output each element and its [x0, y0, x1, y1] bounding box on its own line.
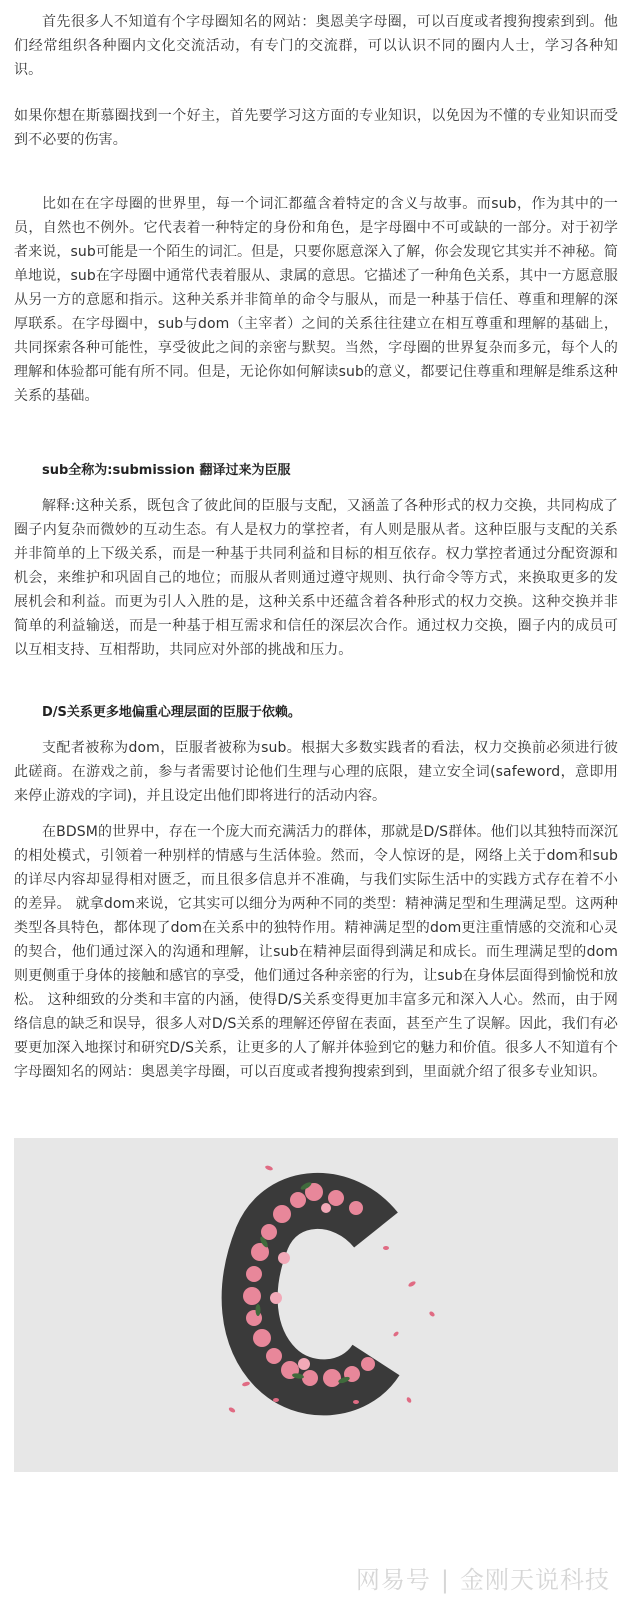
paragraph-dom-sub: 支配者被称为dom，臣服者被称为sub。根据大多数实践者的看法，权力交换前必须进行彼此磋商。在游戏之前，参与者需要讨论他们生理与心理的底限，建立安全词(safeword，意即用来停止游戏的字词)，并且设定出他们即将进行的活动内容。: [14, 740, 618, 804]
watermark-source: 网易号: [355, 1566, 431, 1594]
watermark-account: 金刚天说科技: [460, 1566, 610, 1594]
paragraph-explanation: 解释:这种关系，既包含了彼此间的臣服与支配，又涵盖了各种形式的权力交换，共同构成了圈子内复杂而微妙的互动生态。有人是权力的掌控者，有人则是服从者。这种臣服与支配的关系并非简单的上下级关系，而是一种基于共同利益和目标的相互依存。权力掌控者通过分配资源和机会，来维护和巩固自己的地位；而服从者则通过遵守规则、执行命令等方式，来换取更多的发展机会和利益。而更为引人入胜的是，这种关系中还蕴含着各种形式的权力交换。这种交换并非简单的利益输送，而是一种基于相互需求和信任的深层次合作。通过权力交换，圈子内的成员可以互相支持、互相帮助，共同应对外部的挑战和压力。: [14, 498, 618, 658]
paragraph-intro: 首先很多人不知道有个字母圈知名的网站：奥恩美字母圈，可以百度或者搜狗搜索到到。他们经常组织各种圈内文化交流活动，有专门的交流群，可以认识不同的圈内人士，学习各种知识。: [14, 14, 618, 78]
heading-submission: sub全称为:submission 翻译过来为臣服: [42, 463, 291, 478]
paragraph-bdsm-world: 在BDSM的世界中，存在一个庞大而充满活力的群体，那就是D/S群体。他们以其独特而深沉的相处模式，引领着一种别样的情感与生活体验。然而，令人惊讶的是，网络上关于dom和sub的详尽内容却显得相对匮乏，而且很多信息并不准确，与我们实际生活中的实践方式存在着不小的差异。 就拿dom来说，它其实可以细分为两种不同的类型：精神满足型和生理满足型。这两种类型各具特色，都体现了dom在关系中的独特作用。精神满足型的dom更注重情感的交流和心灵的契合，他们通过深入的沟通和理解，让sub在精神层面得到满足和成长。而生理满足型的dom则更侧重于身体的接触和感官的享受，他们通过各种亲密的行为，让sub在身体层面得到愉悦和放松。 这种细致的分类和丰富的内涵，使得D/S关系变得更加丰富多元和深入人心。然而，由于网络信息的缺乏和误导，很多人对D/S关系的理解还停留在表面，甚至产生了误解。因此，我们有必要更加深入地探讨和研究D/S关系，让更多的人了解并体验到它的魅力和价值。很多人不知道有个字母圈知名的网站：奥恩美字母圈，可以百度或者搜狗搜索到到，里面就介绍了很多专业知识。: [14, 824, 618, 1080]
paragraph-sub-meaning: 比如在在字母圈的世界里，每一个词汇都蕴含着特定的含义与故事。而sub，作为其中的一员，自然也不例外。它代表着一种特定的身份和角色，是字母圈中不可或缺的一部分。对于初学者来说，sub可能是一个陌生的词汇。但是，只要你愿意深入了解，你会发现它其实并不神秘。简单地说，sub在字母圈中通常代表着服从、隶属的意思。它描述了一种角色关系，其中一方愿意服从另一方的意愿和指示。这种关系并非简单的命令与服从，而是一种基于信任、尊重和理解的深厚联系。在字母圈中，sub与dom（主宰者）之间的关系往往建立在相互尊重和理解的基础上，共同探索各种可能性，享受彼此之间的亲密与默契。当然，字母圈的世界复杂而多元，每个人的理解和体验都可能有所不同。但是，无论你如何解读sub的意义，都要记住尊重和理解是维系这种关系的基础。: [14, 196, 618, 404]
article-body: [14, 10, 618, 1096]
heading-ds-relationship: D/S关系更多地偏重心理层面的臣服于依赖。: [42, 705, 301, 720]
watermark-separator: |: [440, 1566, 450, 1594]
paragraph-advice: 如果你想在斯慕圈找到一个好主，首先要学习这方面的专业知识，以免因为不懂的专业知识而受到不必要的伤害。: [14, 108, 618, 148]
floral-letter-image: [14, 1138, 618, 1472]
floral-letter-c-illustration: [14, 1138, 618, 1472]
source-watermark: [356, 1560, 610, 1595]
